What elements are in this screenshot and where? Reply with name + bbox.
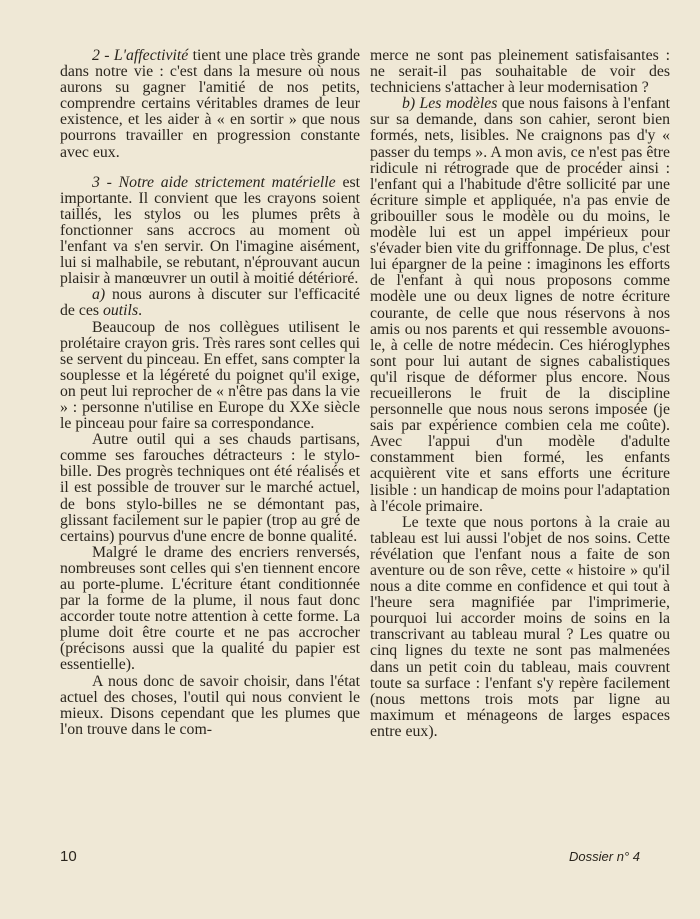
dossier-label: Dossier n° 4: [569, 849, 640, 864]
paragraph-outils: [60, 287, 360, 319]
right-column: [370, 48, 670, 740]
paragraph-affectivite: [60, 48, 360, 161]
paragraph-continuation: merce ne sont pas pleinement satisfaisantes : ne serait-il pas souhaitable de voir des techniciens s'attacher à leur modernisation ?: [370, 47, 670, 97]
section-heading-affectivite: 2 - L'affectivité: [92, 47, 189, 64]
emphasis-modeles: Les modèles: [419, 95, 498, 113]
paragraph-crayon: Beaucoup de nos collègues utilisent le prolétaire crayon gris. Très rares sont celles qui se servent du pinceau. En effet, sans compter la souplesse et la légéreté du poignet qu'il exige, on peut lui reprocher de « n'être pas dans la vie » : personne n'utilise en Europe du XXe siècle le pinceau pour faire sa correspondance.: [60, 318, 360, 433]
paragraph-aide-materielle: [60, 175, 360, 288]
paragraph-porte-plume: Malgré le drame des encriers renversés, nombreuses sont celles qui s'en tiennent encore au porte-plume. L'écriture étant conditionnée par la forme de la plume, il nous faut donc accorder toute notre attention à cette forme. La plume doit être courte et ne pas accrocher (précisons aussi que la qualité du papier est essentielle).: [60, 543, 360, 674]
paragraph-text: nous aurons à discuter sur l'efficacité de ces: [60, 286, 360, 320]
item-marker-b: b): [402, 95, 416, 113]
paragraph-modeles: [370, 96, 670, 514]
paragraph-tableau: Le texte que nous portons à la craie au tableau est lui aussi l'objet de nos soins. Cette révélation que l'enfant nous a faite de son aventure ou de son rêve, cette « histoire » qu'il nous a dite comme en confidence et qui tout à l'heure sera magnifiée par l'imprimerie, pourquoi lui accorder moins de soins en la transcrivant au tableau mural ? Les quatre ou cinq lignes du texte ne sont pas malmenées dans un petit coin du tableau, mais couvrent toute sa surface : l'enfant s'y repère facilement (nous mettons trois mots par ligne au maximum et ménageons de larges espaces entre eux).: [370, 513, 670, 740]
page-number: 10: [60, 848, 77, 865]
paragraph-end: .: [138, 302, 143, 320]
paragraph-text: que nous faisons à l'enfant sur sa demande, dans son cahier, seront bien formés, nets, lisibles. Ne craignons pas d'y « passer du temps ». A mon avis, ce n'est pas être ridicule ni rétrograde que de procéder ainsi : l'enfant qui a l'habitude d'être sollicité par une écriture simple et appliquée, n'a pas envie de gribouiller sous le modèle ou du moins, le modèle lui est un appel impérieux pour s'évader bien vite du griffonnage. De plus, c'est lui épargner de la peine : imaginons les efforts de l'enfant à qui nous proposons comme modèle une ou deux lignes de notre écriture courante, de celle que nous réservons à nos amis ou nos parents et qui ressemble avouons-le, à celle de notre médecin. Ces hiéroglyphes sont pour lui autant de signes cabalistiques qu'il risque de déformer plus encore. Nous recueillerons le fruit de la discipline personnelle que nous nous serons imposée (je sais par expérience combien cela me coûte). Avec l'appui d'un modèle d'adulte constamment bien formé, les enfants acquièrent vite et sans efforts une écriture lisible : un handicap de moins pour l'adaptation à l'école primaire.: [370, 95, 671, 515]
paragraph-text: est importante. Il convient que les crayons soient taillés, les stylos ou les plumes prêts à fonctionner sans accrocs au moment où l'enfant va s'en servir. On l'imagine aisément, lui si malhabile, se rebutant, n'éprouvant aucun plaisir à manœuvrer un outil à moitié détérioré.: [60, 173, 361, 288]
section-heading-aide-materielle: 3 - Notre aide strictement matérielle: [92, 173, 336, 191]
item-marker-a: a): [92, 286, 106, 304]
paragraph-text: tient une place très grande dans notre vie : c'est dans la mesure où nous aurons su gagner l'amitié de nos petits, comprendre certains véritables drames de leur existence, et les aider à « en sortir » que nous pourrons travailler en progression constante avec eux.: [60, 47, 361, 161]
left-column: [60, 48, 360, 738]
paragraph-choisir: A nous donc de savoir choisir, dans l'état actuel des choses, l'outil qui nous convient le mieux. Disons cependant que les plumes que l'on trouve dans le com-: [60, 672, 360, 738]
paragraph-stylo-bille: Autre outil qui a ses chauds partisans, comme ses farouches détracteurs : le stylo-bille. Des progrès techniques ont été réalisés et il est possible de trouver sur le marché actuel, de bons stylo-billes ne se démontant pas, glissant facilement sur le papier (trop au gré de certains) pourvus d'une encre de bonne qualité.: [60, 431, 360, 545]
page-footer: [60, 848, 640, 866]
emphasis-outils: outils: [102, 302, 139, 320]
